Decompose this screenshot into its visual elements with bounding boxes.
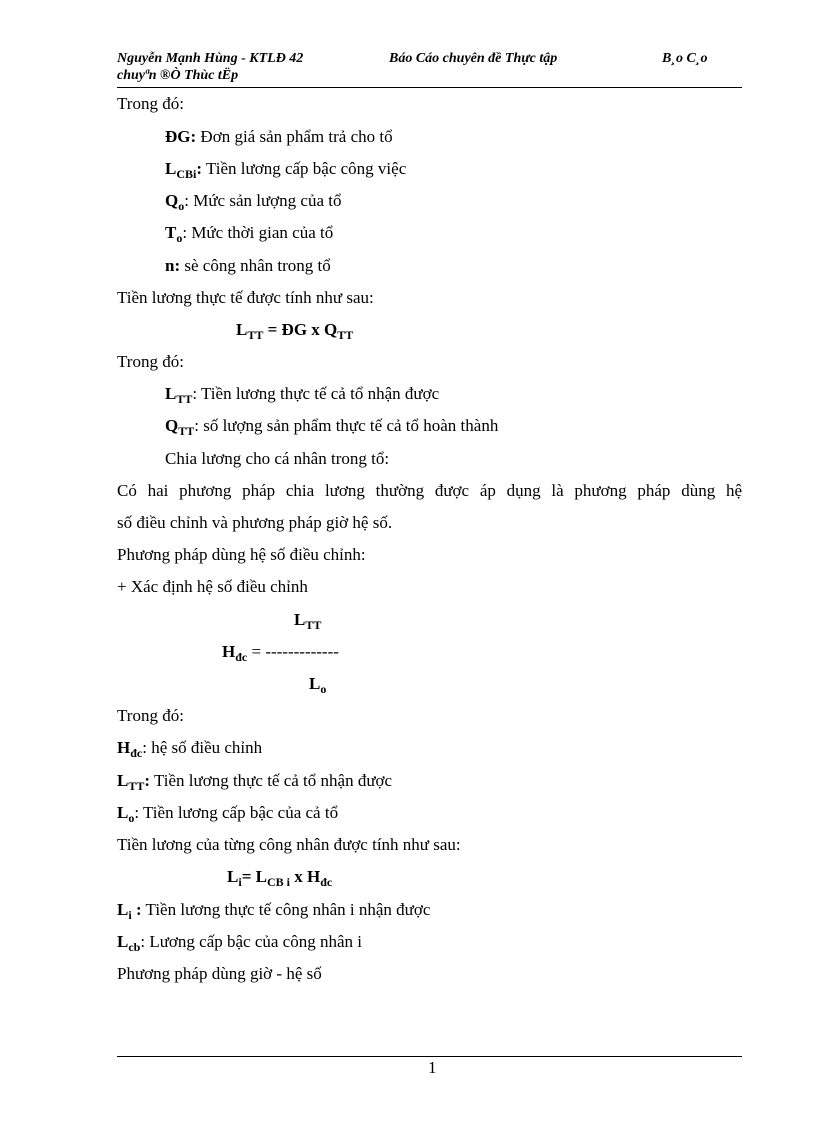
text-line: + Xác định hệ số điều chỉnh — [117, 577, 308, 596]
paragraph-line: số điều chỉnh và phương pháp giờ hệ số. — [117, 513, 393, 532]
text-line: Trong đó: — [117, 94, 184, 113]
header-subtitle: chuyªn ®Ò Thùc tËp — [117, 68, 239, 83]
formula-ltt: $L_{TT}$ = ĐG x $Q_{TT}$ — [236, 320, 354, 342]
formula-numerator: $L_{TT}$ — [294, 610, 322, 632]
definition-qo: $Q_o$: Mức sản lượng của tổ — [165, 191, 342, 213]
page-number: 1 — [428, 1058, 437, 1077]
text-line: Tiền lương thực tế được tính như sau: — [117, 288, 374, 307]
text-line: Trong đó: — [117, 352, 184, 371]
paragraph-line: Có hai phương pháp chia lương thường được áp dụng là phương pháp dùng hệ — [117, 481, 742, 500]
header-author: Nguyễn Mạnh Hùng - KTLĐ 42 — [117, 51, 304, 66]
definition-li: $L_i$ : Tiền lương thực tế công nhân i nhận được — [117, 900, 431, 922]
formula-li: $L_i= L_{CB i}$ x $H_{đc}$ — [227, 867, 333, 889]
definition-dg: ĐG: Đơn giá sản phẩm trả cho tổ — [165, 127, 393, 146]
text-line: Phương pháp dùng hệ số điều chỉnh: — [117, 545, 366, 564]
footer-divider — [117, 1056, 742, 1057]
text-line: Trong đó: — [117, 706, 184, 725]
header-title: Báo Cáo chuyên đề Thực tập — [389, 51, 558, 66]
formula-hdc: $H_{đc}$ = ------------- — [222, 642, 339, 664]
text-line: Phương pháp dùng giờ - hệ số — [117, 964, 322, 983]
text-line: Tiền lương của từng công nhân được tính như sau: — [117, 835, 461, 854]
definition-n: n: sè công nhân trong tổ — [165, 256, 331, 275]
definition-lcb: $L_{CBi}$: Tiền lương cấp bậc công việc — [165, 159, 407, 181]
formula-denominator: $L_o$ — [309, 674, 327, 696]
definition-ltt: $L_{TT}$: Tiền lương thực tế cả tổ nhận được — [165, 384, 440, 406]
text-line: Chia lương cho cá nhân trong tổ: — [165, 449, 390, 468]
definition-ltt-2: $L_{TT}$: Tiền lương thực tế cả tổ nhận được — [117, 771, 393, 793]
definition-hdc: $H_{đc}$: hệ số điều chỉnh — [117, 738, 263, 760]
header-divider — [117, 87, 742, 88]
definition-to: $T_o$: Mức thời gian của tổ — [165, 223, 334, 245]
definition-lo: $L_o$: Tiền lương cấp bậc của cả tổ — [117, 803, 339, 825]
page-header — [117, 50, 742, 88]
definition-lcb-2: $L_{cb}$: Lương cấp bậc của công nhân i — [117, 932, 362, 954]
header-right: B¸o C¸o — [662, 51, 708, 66]
definition-qtt: $Q_{TT}$: số lượng sản phẩm thực tế cả tổ hoàn thành — [165, 416, 499, 438]
